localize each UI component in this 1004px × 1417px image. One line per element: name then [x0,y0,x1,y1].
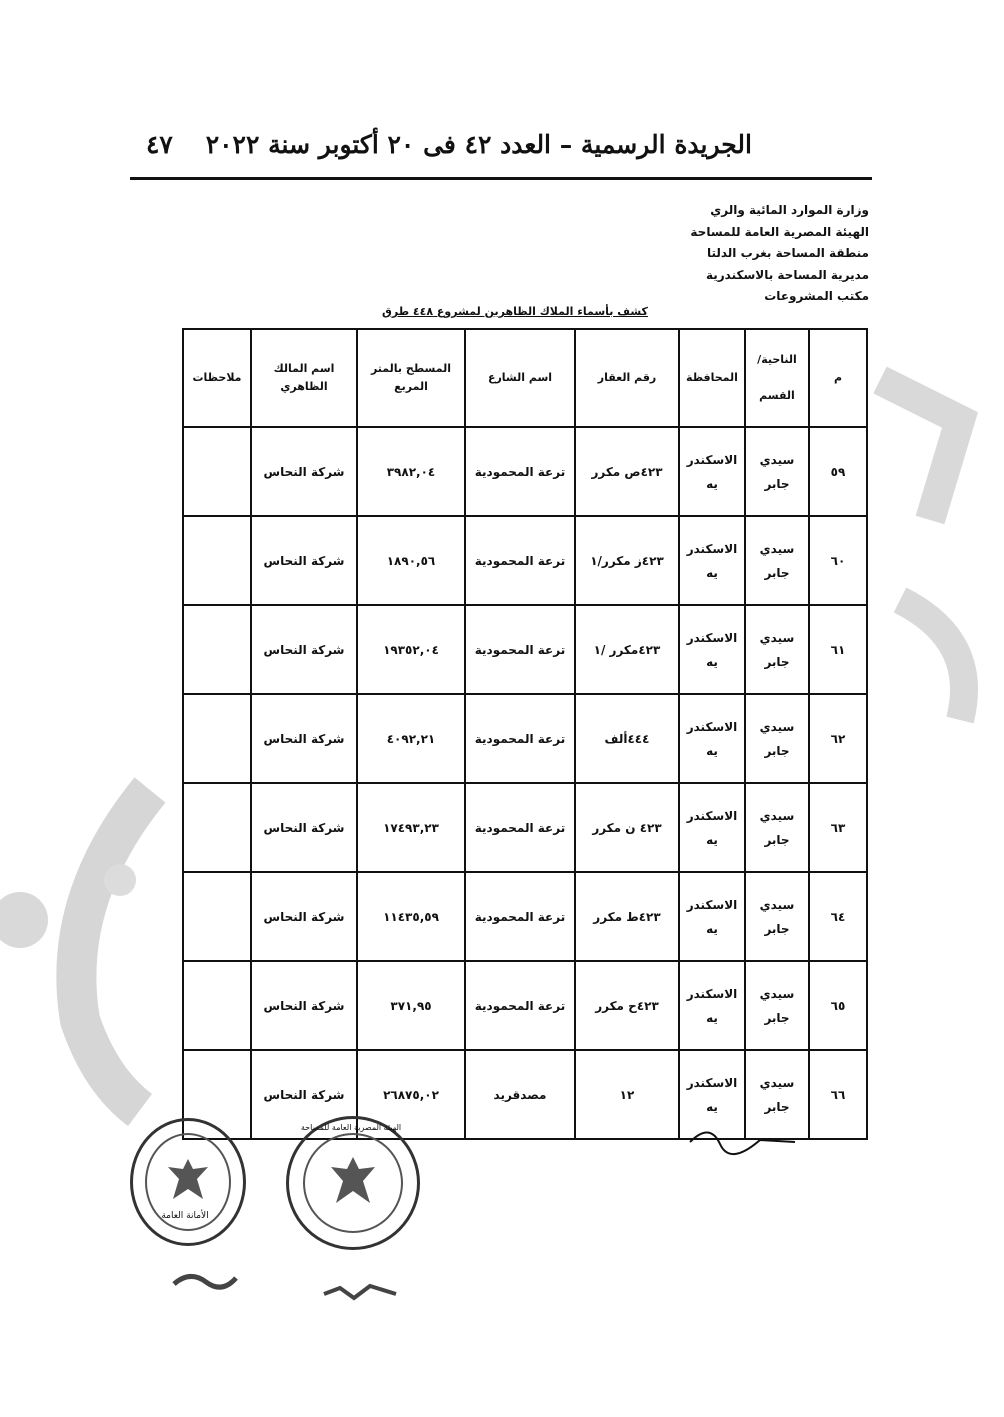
table-row [183,783,867,872]
cell-num: ٦٢ [809,694,867,783]
cell-governorate: الاسكندر يه [679,694,745,783]
cell-area: ١٧٤٩٣,٢٣ [357,783,465,872]
cell-street: ترعة المحمودية [465,783,575,872]
eagle-emblem-icon [325,1153,381,1209]
ministry-block [690,200,869,308]
middle-seal-text: الهيئة المصرية العامة للمساحة [300,1123,402,1132]
cell-governorate: الاسكندر يه [679,1050,745,1139]
cell-district: سيدي جابر [745,1050,809,1139]
header-district [745,329,809,427]
cell-num: ٦٠ [809,516,867,605]
cell-area: ٤٠٩٢,٢١ [357,694,465,783]
table-header-row [183,329,867,427]
cell-property: ٤٢٣ ن مكرر [575,783,679,872]
handwritten-signature [320,1280,400,1306]
cell-notes [183,516,251,605]
cell-area: ٢٦٨٧٥,٠٢ [357,1050,465,1139]
cell-property: ٤٢٣ص مكرر [575,427,679,516]
official-seal-left [130,1118,246,1246]
header-district-bottom: القسم [759,389,795,402]
cell-district: سيدي جابر [745,872,809,961]
ministry-line: وزارة الموارد المائية والري [710,203,869,217]
cell-area: ١٩٣٥٢,٠٤ [357,605,465,694]
cell-owner: شركة النحاس [251,516,357,605]
table-row [183,605,867,694]
cell-district: سيدي جابر [745,961,809,1050]
cell-owner: شركة النحاس [251,783,357,872]
cell-notes [183,605,251,694]
cell-street: ترعة المحمودية [465,872,575,961]
cell-district: سيدي جابر [745,694,809,783]
page-number: ٤٧ [146,130,173,159]
cell-notes [183,961,251,1050]
cell-area: ٣٩٨٢,٠٤ [357,427,465,516]
cell-num: ٥٩ [809,427,867,516]
header-owner-bottom: الظاهري [280,380,328,393]
ministry-line: مكتب المشروعات [764,289,869,303]
cell-num: ٦٦ [809,1050,867,1139]
left-seal-text: الأمانة العامة [161,1211,209,1221]
cell-property: ٤٢٣ز مكرر/١ [575,516,679,605]
header-num: م [809,329,867,427]
cell-owner: شركة النحاس [251,1050,357,1139]
header-district-top: الناحية/ [757,353,797,366]
cell-property: ٤٢٣مكرر /١ [575,605,679,694]
header-area-top: المسطح بالمتر [370,362,452,375]
cell-district: سيدي جابر [745,516,809,605]
official-seal-middle [286,1116,420,1250]
cell-governorate: الاسكندر يه [679,427,745,516]
cell-num: ٦٥ [809,961,867,1050]
cell-area: ١١٤٣٥,٥٩ [357,872,465,961]
cell-street: ترعة المحمودية [465,961,575,1050]
header-owner-top: اسم المالك [273,362,335,375]
cell-governorate: الاسكندر يه [679,605,745,694]
table-title: كشف بأسماء الملاك الظاهرين لمشروع ٤٤٨ طرق [382,305,648,318]
cell-num: ٦٤ [809,872,867,961]
cell-district: سيدي جابر [745,427,809,516]
cell-governorate: الاسكندر يه [679,872,745,961]
cell-notes [183,872,251,961]
cell-owner: شركة النحاس [251,694,357,783]
cell-street: ترعة المحمودية [465,694,575,783]
cell-street: مصدقريد [465,1050,575,1139]
cell-street: ترعة المحمودية [465,516,575,605]
handwritten-signature [170,1268,240,1292]
eagle-emblem-icon [163,1155,213,1205]
table-row [183,694,867,783]
cell-owner: شركة النحاس [251,872,357,961]
cell-num: ٦٣ [809,783,867,872]
cell-property: ١٢ [575,1050,679,1139]
ministry-line: الهيئة المصرية العامة للمساحة [690,224,869,239]
cell-area: ٣٧١,٩٥ [357,961,465,1050]
cell-property: ٤٢٣ط مكرر [575,872,679,961]
table-row [183,516,867,605]
cell-governorate: الاسكندر يه [679,516,745,605]
page-header [130,124,872,174]
header-owner [251,329,357,427]
header-notes: ملاحظات [183,329,251,427]
cell-owner: شركة النحاس [251,961,357,1050]
cell-governorate: الاسكندر يه [679,961,745,1050]
header-property-number: رقم العقار [575,329,679,427]
header-street-name: اسم الشارع [465,329,575,427]
cell-street: ترعة المحمودية [465,605,575,694]
table-row [183,961,867,1050]
cell-owner: شركة النحاس [251,427,357,516]
cell-notes [183,783,251,872]
cell-area: ١٨٩٠,٥٦ [357,516,465,605]
cell-property: ٤٢٣ح مكرر [575,961,679,1050]
table-row [183,427,867,516]
table-row [183,872,867,961]
cell-district: سيدي جابر [745,605,809,694]
header-area [357,329,465,427]
cell-notes [183,427,251,516]
header-governorate: المحافظة [679,329,745,427]
handwritten-signature [680,1122,800,1162]
owners-table [182,328,868,1140]
gazette-title: الجريدة الرسمية – العدد ٤٢ فى ٢٠ أكتوبر سنة ٢٠٢٢ [205,130,752,159]
cell-governorate: الاسكندر يه [679,783,745,872]
header-area-bottom: المربع [394,380,428,393]
ministry-line: منطقة المساحة بغرب الدلتا [706,246,869,260]
cell-notes [183,694,251,783]
header-rule [130,177,872,180]
cell-district: سيدي جابر [745,783,809,872]
cell-owner: شركة النحاس [251,605,357,694]
cell-num: ٦١ [809,605,867,694]
cell-street: ترعة المحمودية [465,427,575,516]
cell-property: ٤٤٤ألف [575,694,679,783]
ministry-line: مديرية المساحة بالاسكندرية [705,267,869,282]
